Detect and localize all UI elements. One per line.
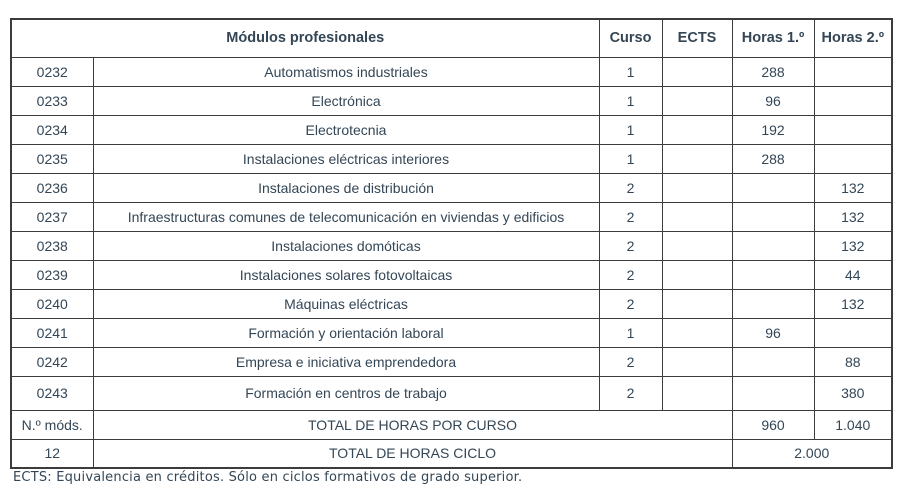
- module-ects: [662, 231, 732, 260]
- module-curso: 2: [599, 173, 662, 202]
- module-curso: 2: [599, 202, 662, 231]
- module-code: 0233: [11, 86, 93, 115]
- table-row: [11, 318, 892, 347]
- module-horas2: 88: [814, 347, 892, 376]
- table-row: [11, 289, 892, 318]
- table-row: [11, 231, 892, 260]
- module-horas2: [814, 318, 892, 347]
- total-horas2: 1.040: [814, 410, 892, 439]
- module-horas1: 192: [732, 115, 814, 144]
- module-horas1: [732, 260, 814, 289]
- module-horas2: [814, 115, 892, 144]
- table-row: [11, 347, 892, 376]
- module-name: Formación en centros de trabajo: [93, 376, 599, 410]
- table-row: [11, 144, 892, 173]
- module-horas2: [814, 144, 892, 173]
- module-horas1: 96: [732, 86, 814, 115]
- table-row: [11, 115, 892, 144]
- module-horas1: [732, 376, 814, 410]
- total-ciclo-value: 2.000: [732, 439, 892, 468]
- module-horas2: 380: [814, 376, 892, 410]
- module-horas1: 288: [732, 57, 814, 86]
- module-horas1: [732, 173, 814, 202]
- module-name: Instalaciones eléctricas interiores: [93, 144, 599, 173]
- module-ects: [662, 347, 732, 376]
- module-name: Instalaciones domóticas: [93, 231, 599, 260]
- module-ects: [662, 144, 732, 173]
- total-por-curso-label: TOTAL DE HORAS POR CURSO: [93, 410, 732, 439]
- column-header-horas2: Horas 2.º: [814, 19, 892, 57]
- total-por-curso-row: [11, 410, 892, 439]
- module-horas2: 44: [814, 260, 892, 289]
- total-ciclo-label: TOTAL DE HORAS CICLO: [93, 439, 732, 468]
- table-header-row: [11, 19, 892, 57]
- module-horas1: [732, 202, 814, 231]
- total-horas1: 960: [732, 410, 814, 439]
- module-code: 0239: [11, 260, 93, 289]
- column-header-curso: Curso: [599, 19, 662, 57]
- module-name: Electrotecnia: [93, 115, 599, 144]
- module-name: Instalaciones solares fotovoltaicas: [93, 260, 599, 289]
- module-code: 0240: [11, 289, 93, 318]
- module-name: Máquinas eléctricas: [93, 289, 599, 318]
- num-mods-value: 12: [11, 439, 93, 468]
- module-code: 0237: [11, 202, 93, 231]
- module-curso: 1: [599, 318, 662, 347]
- module-curso: 2: [599, 347, 662, 376]
- table-row: [11, 57, 892, 86]
- module-code: 0242: [11, 347, 93, 376]
- module-ects: [662, 173, 732, 202]
- module-horas1: [732, 347, 814, 376]
- module-horas1: 96: [732, 318, 814, 347]
- module-name: Formación y orientación laboral: [93, 318, 599, 347]
- column-header-horas1: Horas 1.º: [732, 19, 814, 57]
- module-code: 0234: [11, 115, 93, 144]
- module-name: Infraestructuras comunes de telecomunicación en viviendas y edificios: [93, 202, 599, 231]
- module-ects: [662, 289, 732, 318]
- total-ciclo-row: [11, 439, 892, 468]
- module-code: 0243: [11, 376, 93, 410]
- table-row: [11, 376, 892, 410]
- ects-footnote: ECTS: Equivalencia en créditos. Sólo en ciclos formativos de grado superior.: [13, 470, 523, 485]
- table-row: [11, 86, 892, 115]
- module-horas2: 132: [814, 231, 892, 260]
- module-ects: [662, 202, 732, 231]
- module-ects: [662, 57, 732, 86]
- module-code: 0238: [11, 231, 93, 260]
- module-ects: [662, 376, 732, 410]
- module-curso: 2: [599, 376, 662, 410]
- module-code: 0236: [11, 173, 93, 202]
- module-code: 0232: [11, 57, 93, 86]
- module-ects: [662, 318, 732, 347]
- table-row: [11, 260, 892, 289]
- module-horas2: [814, 57, 892, 86]
- module-curso: 2: [599, 289, 662, 318]
- module-horas1: 288: [732, 144, 814, 173]
- module-horas1: [732, 289, 814, 318]
- module-horas1: [732, 231, 814, 260]
- module-ects: [662, 86, 732, 115]
- table-row: [11, 202, 892, 231]
- module-curso: 1: [599, 57, 662, 86]
- column-header-ects: ECTS: [662, 19, 732, 57]
- module-horas2: 132: [814, 202, 892, 231]
- module-ects: [662, 115, 732, 144]
- num-mods-header: N.º móds.: [11, 410, 93, 439]
- module-curso: 1: [599, 115, 662, 144]
- module-ects: [662, 260, 732, 289]
- module-name: Electrónica: [93, 86, 599, 115]
- module-horas2: [814, 86, 892, 115]
- module-curso: 1: [599, 144, 662, 173]
- module-code: 0241: [11, 318, 93, 347]
- module-curso: 1: [599, 86, 662, 115]
- table-row: [11, 173, 892, 202]
- column-header-modulos: Módulos profesionales: [11, 19, 599, 57]
- modules-hours-table: [10, 18, 893, 469]
- module-name: Instalaciones de distribución: [93, 173, 599, 202]
- module-name: Automatismos industriales: [93, 57, 599, 86]
- module-curso: 2: [599, 231, 662, 260]
- module-name: Empresa e iniciativa emprendedora: [93, 347, 599, 376]
- module-curso: 2: [599, 260, 662, 289]
- module-horas2: 132: [814, 173, 892, 202]
- module-code: 0235: [11, 144, 93, 173]
- module-horas2: 132: [814, 289, 892, 318]
